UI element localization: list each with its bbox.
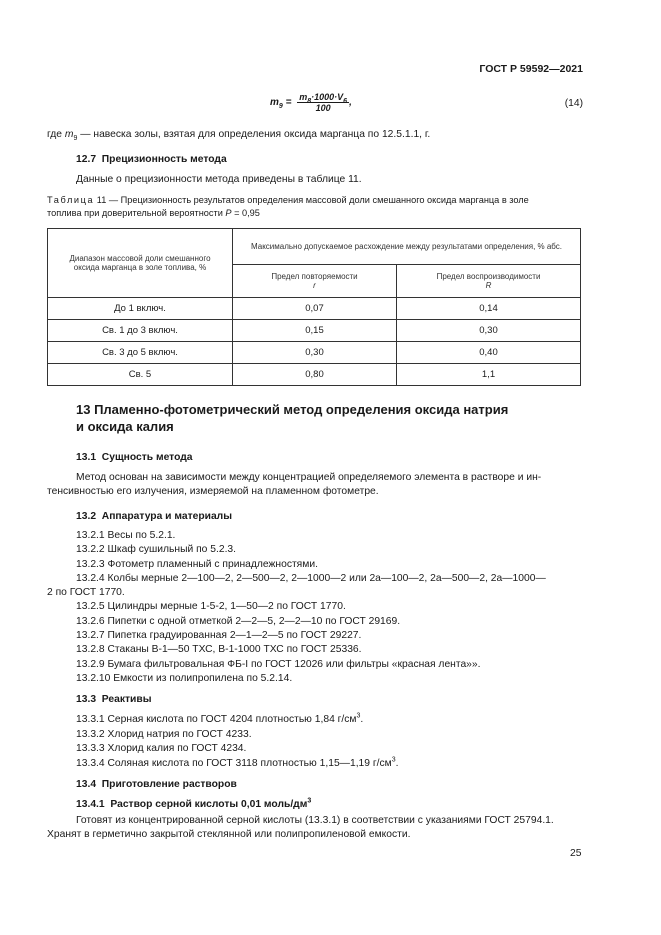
table-header-range: Диапазон массовой доли смешанного оксида марганца в золе топлива, % [48,229,233,298]
table-header-reproducibility: Предел воспроизводимости R [397,265,581,298]
list-item: 13.3.3 Хлорид калия по ГОСТ 4234. [76,743,247,754]
list-item: 13.3.1 Серная кислота по ГОСТ 4204 плотностью 1,84 $г/см^3$. [76,712,364,725]
table-row: До 1 включ. 0,07 0,14 [48,298,581,320]
list-item: 13.2.6 Пипетки с одной отметкой 2—2—5, 2—2—10 по ГОСТ 29169. [76,615,401,627]
section-13-1-text: Метод основан на зависимости между концентрацией определяемого элемента в растворе и ин- тенсивностью его излучения, измеряемой на пламенном фотометре. [47,472,542,497]
standard-number: ГОСТ Р 59592—2021 [479,63,583,75]
table-header-repeatability: Предел повторяемости r [233,265,397,298]
list-item: 13.2.1 Весы по 5.2.1. [76,530,176,541]
list-item: 13.3.4 Соляная кислота по ГОСТ 3118 плотностью 1,15—1,19 $г/см^3$. [76,756,399,769]
equipment-list [47,529,592,686]
section-12-7-heading: 12.7 Прецизионность метода [76,154,227,165]
section-13-1-heading: 13.1 Сущность метода [76,452,193,463]
formula-lhs: $m_9$ [270,97,283,111]
formula-fraction [297,92,349,113]
section-13-2-heading: 13.2 Аппаратура и материалы [76,511,233,522]
list-item: 13.2.5 Цилиндры мерные 1-5-2, 1—50—2 по ГОСТ 1770. [76,601,346,613]
table-caption: Таблица 11 — Прецизионность результатов определения массовой доли смешанного оксида марганца в золе топлива при доверительной вероятности P = 0,95 [47,195,529,218]
formula-numerator: $m_8\cdot 1000\cdot V_6$ [299,92,348,105]
page-number: 25 [570,848,582,859]
list-item: 13.2.10 Емкости из полипропилена по 5.2.14. [76,672,293,684]
equation-number: (14) [564,98,583,109]
list-item: 13.3.2 Хлорид натрия по ГОСТ 4233. [76,728,252,740]
formula-denominator: 100 [315,103,331,113]
list-item: 13.2.4 Колбы мерные 2—100—2, 2—500—2, 2—1000—2 или 2а—100—2, 2а—500—2, 2а—1000— [76,572,546,584]
section-13-4-heading: 13.4 Приготовление растворов [76,779,237,790]
table-header-group: Максимально допускаемое расхождение между результатами определения, % абс. [233,229,581,265]
list-item: 13.2.2 Шкаф сушильный по 5.2.3. [76,544,237,556]
list-item: 13.2.7 Пипетка градуированная 2—1—2—5 по ГОСТ 29227. [76,630,362,642]
section-12-7-text: Данные о прецизионности метода приведены в таблице 11. [76,174,362,185]
list-item: 13.2.3 Фотометр пламенный с принадлежностями. [76,558,318,570]
section-13-4-1-text: Готовят из концентрированной серной кислоты (13.3.1) в соответствии с указаниями ГОСТ 25794.1. Хранят в герметично закрытой стеклянной или полипропиленовой емкости. [47,815,554,840]
where-text: где $m_9$ — навеска золы, взятая для определения оксида марганца по 12.5.1.1, г. [47,129,431,143]
list-item: 13.2.9 Бумага фильтровальная ФБ-I по ГОСТ 12026 или фильтры «красная лента»». [76,658,481,670]
list-item: 2 по ГОСТ 1770. [47,587,125,599]
table-row: Св. 5 0,80 1,1 [48,364,581,386]
list-item: 13.2.8 Стаканы В-1—50 ТХС, В-1-1000 ТХС по ГОСТ 25336. [76,644,362,656]
section-13-3-heading: 13.3 Реактивы [76,694,152,705]
formula-14: $m_9$ = $\frac{m_8\cdot 1000\cdot V_6}{100}$ , [270,92,352,113]
section-13-4-1-heading: 13.4.1 Раствор серной кислоты 0,01 моль/$дм^3$ [76,797,312,810]
table-row: Св. 3 до 5 включ. 0,30 0,40 [48,342,581,364]
precision-table [47,228,581,386]
table-row: Св. 1 до 3 включ. 0,15 0,30 [48,320,581,342]
reagents-list [76,713,399,771]
section-13-heading: 13 Пламенно-фотометрический метод определения оксида натрия и оксида калия [76,402,509,434]
